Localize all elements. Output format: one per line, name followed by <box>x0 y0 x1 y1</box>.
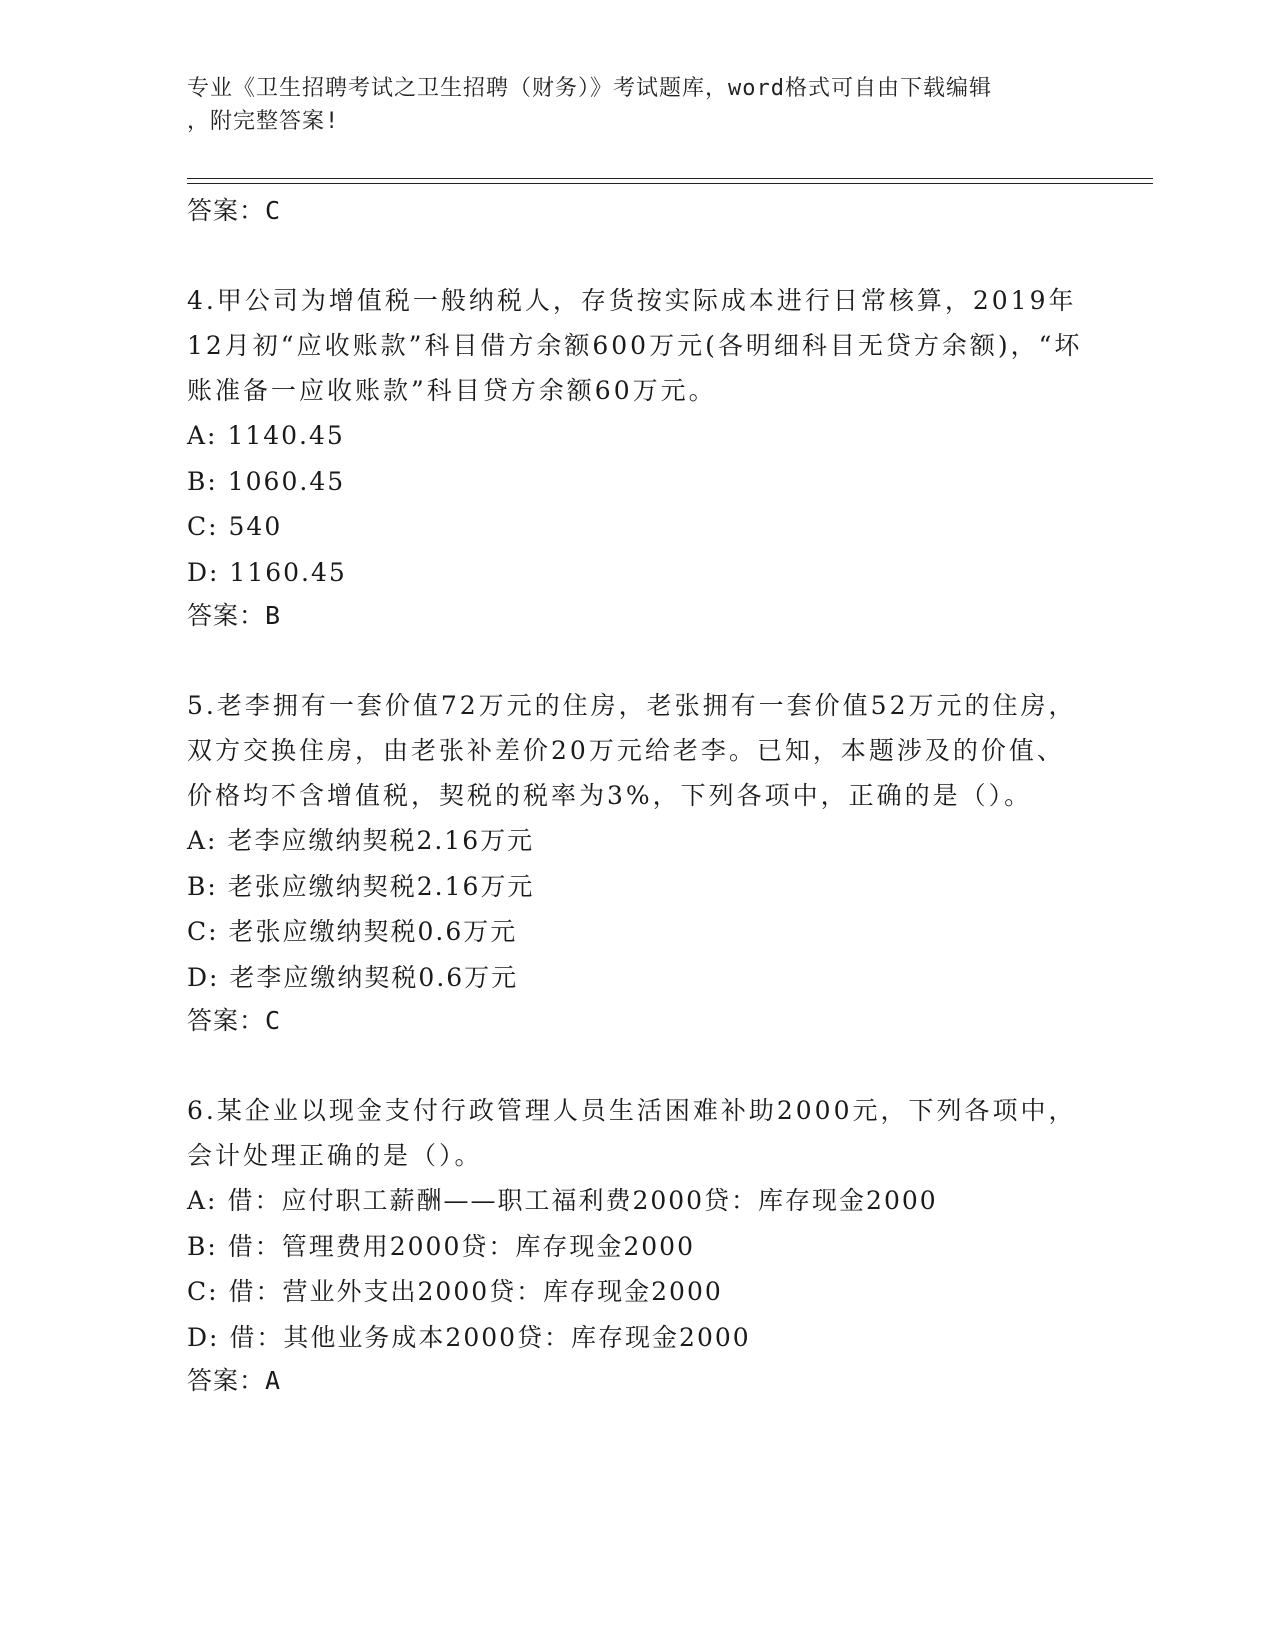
option-text: 老张应缴纳契税2.16万元 <box>227 871 535 901</box>
option-d <box>187 955 1087 1001</box>
question-text: 4.甲公司为增值税一般纳税人，存货按实际成本进行日常核算，2019年12月初“应收账款”科目借方余额600万元(各明细科目无贷方余额)，“坏账准备一应收账款”科目贷方余额60万元。 <box>187 286 1083 405</box>
option-c <box>187 504 1087 550</box>
page-header <box>187 72 1087 138</box>
option-letter: C: <box>187 1277 219 1306</box>
option-letter: C: <box>187 512 219 541</box>
option-c <box>187 909 1087 955</box>
option-text: 老李应缴纳契税0.6万元 <box>229 962 519 992</box>
answer-prefix: 答案： <box>187 601 266 630</box>
answer-prefix: 答案： <box>187 196 266 225</box>
option-text: 借：应付职工薪酬——职工福利费2000贷：库存现金2000 <box>227 1186 938 1215</box>
option-text: 1140.45 <box>227 421 345 450</box>
header-rule-bottom <box>187 183 1153 184</box>
option-d <box>187 550 1087 596</box>
question-block <box>187 278 1087 637</box>
option-letter: D: <box>187 962 220 992</box>
option-b <box>187 864 1087 910</box>
option-letter: C: <box>187 917 219 946</box>
option-letter: B: <box>187 1231 218 1261</box>
question-answer <box>187 1360 1087 1402</box>
answer-prefix: 答案： <box>187 1366 266 1395</box>
option-text: 1060.45 <box>227 466 346 496</box>
answer-prefix: 答案： <box>187 1006 266 1035</box>
header-line-2: ，附完整答案! <box>187 109 340 134</box>
option-letter: B: <box>187 871 218 901</box>
option-text: 540 <box>228 512 283 541</box>
option-letter: D: <box>187 1322 220 1352</box>
question-block <box>187 683 1087 1042</box>
option-c <box>187 1269 1087 1315</box>
question-block <box>187 1088 1087 1402</box>
question-answer <box>187 595 1087 637</box>
option-text: 借：其他业务成本2000贷：库存现金2000 <box>229 1322 751 1352</box>
answer-value: C <box>265 1006 282 1035</box>
option-b <box>187 1224 1087 1270</box>
option-d <box>187 1315 1087 1361</box>
answer-value: C <box>265 196 282 225</box>
question-list <box>187 190 1087 1402</box>
option-text: 1160.45 <box>229 557 347 587</box>
option-text: 借：营业外支出2000贷：库存现金2000 <box>228 1277 723 1306</box>
option-a <box>187 818 1087 864</box>
option-letter: A: <box>187 421 218 450</box>
question-text: 6.某企业以现金支付行政管理人员生活困难补助2000元，下列各项中，会计处理正确的是（）。 <box>187 1096 1077 1170</box>
option-text: 老张应缴纳契税0.6万元 <box>228 917 518 946</box>
option-letter: B: <box>187 466 218 496</box>
question-text: 5.老李拥有一套价值72万元的住房，老张拥有一套价值52万元的住房，双方交换住房，由老张补差价20万元给老李。已知，本题涉及的价值、价格均不含增值税，契税的税率为3%，下列各项中，正确的是（）。 <box>187 691 1077 810</box>
answer-value: A <box>265 1366 282 1395</box>
option-text: 老李应缴纳契税2.16万元 <box>227 826 535 855</box>
option-text: 借：管理费用2000贷：库存现金2000 <box>227 1231 695 1261</box>
option-letter: D: <box>187 557 220 587</box>
header-rule-top <box>187 178 1153 179</box>
option-b <box>187 459 1087 505</box>
option-letter: A: <box>187 826 218 855</box>
answer-value: B <box>265 601 282 630</box>
prev-answer <box>187 190 1087 232</box>
question-answer <box>187 1000 1087 1042</box>
option-a <box>187 413 1087 459</box>
option-letter: A: <box>187 1186 218 1215</box>
header-line-1: 专业《卫生招聘考试之卫生招聘（财务）》考试题库，word格式可自由下载编辑 <box>187 76 992 101</box>
option-a <box>187 1178 1087 1224</box>
